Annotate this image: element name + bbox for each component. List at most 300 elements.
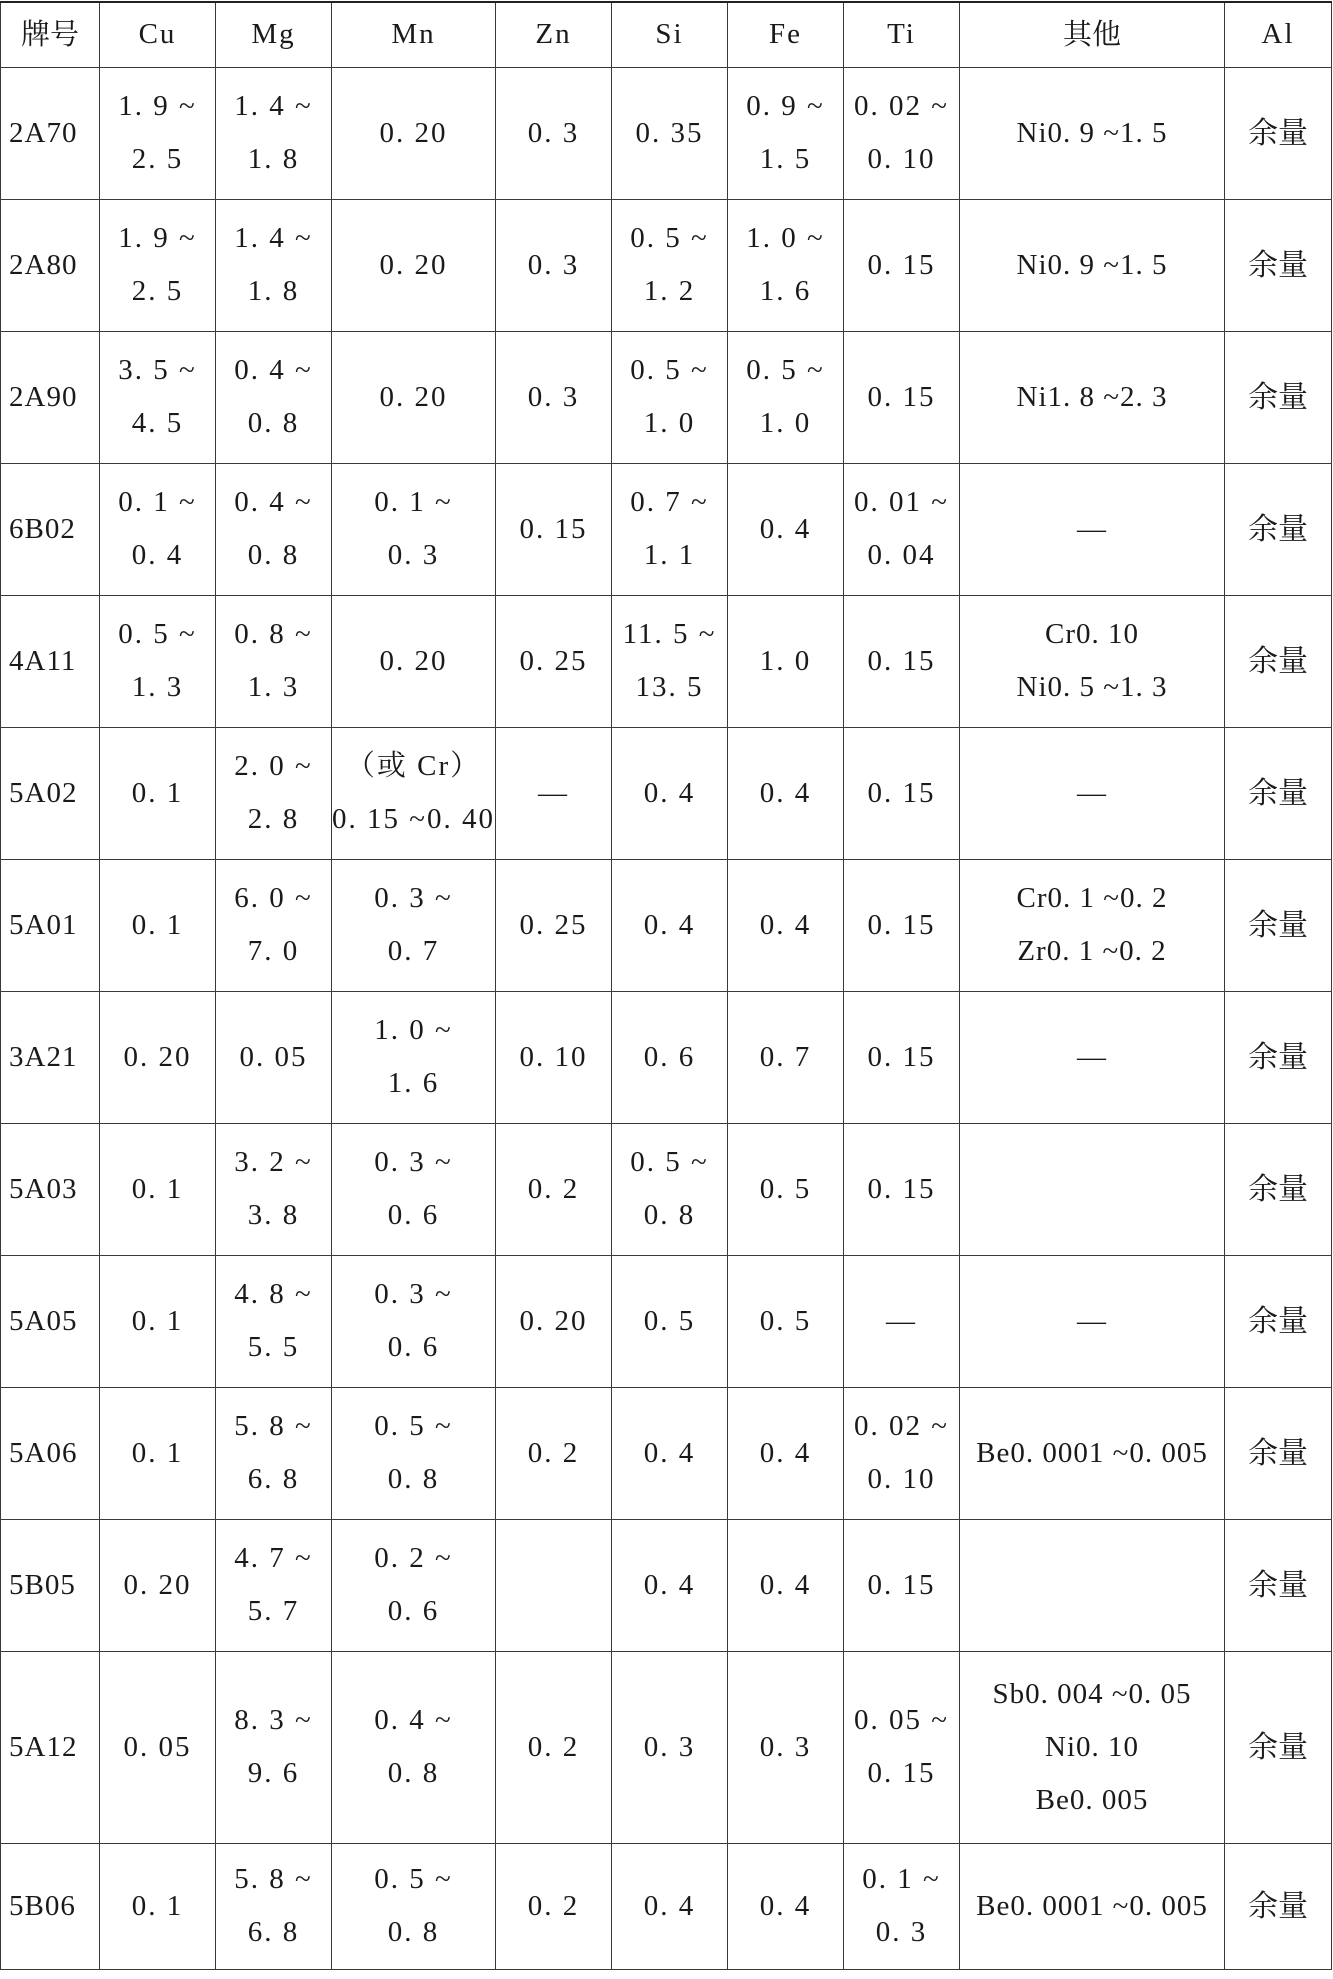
- cell-mg: [216, 1255, 332, 1387]
- cell-line: Ni1. 8 ~2. 3: [1016, 380, 1168, 413]
- cell-fe: [728, 1387, 844, 1519]
- cell-line: 0. 05: [123, 1730, 192, 1763]
- cell-line: 1. 9 ~: [118, 90, 197, 122]
- cell-fe: [728, 1519, 844, 1651]
- cell-fe: [728, 859, 844, 991]
- cell-line: 0. 8: [387, 1757, 440, 1789]
- cell-mn: [332, 1651, 496, 1843]
- table-row: [1, 1123, 1332, 1255]
- cell-line: Sb0. 004 ~0. 05: [992, 1677, 1192, 1710]
- cell-grade: 3A21: [1, 991, 100, 1123]
- cell-mn: [332, 331, 496, 463]
- cell-fe: [728, 67, 844, 199]
- cell-line: 0. 15: [519, 512, 588, 545]
- cell-line: 1. 0 ~: [746, 222, 825, 254]
- cell-line: 0. 20: [519, 1304, 588, 1337]
- cell-si: [612, 727, 728, 859]
- cell-line: Cr0. 10: [1045, 618, 1139, 650]
- cell-line: Be0. 005: [1035, 1783, 1149, 1816]
- cell-mn: [332, 1123, 496, 1255]
- cell-mn: [332, 67, 496, 199]
- cell-line: 0. 1 ~: [118, 486, 197, 518]
- cell-line: —: [1077, 1040, 1107, 1073]
- cell-grade: 2A70: [1, 67, 100, 199]
- cell-line: 0. 5: [643, 1304, 696, 1337]
- cell-line: 1. 8: [247, 143, 300, 175]
- cell-line: 0. 5 ~: [746, 354, 825, 386]
- cell-line: 0. 15 ~0. 40: [332, 803, 495, 835]
- cell-line: 1. 6: [759, 275, 812, 307]
- header-mn: Mn: [332, 2, 496, 67]
- cell-line: 0. 1: [131, 1304, 184, 1337]
- cell-ti: [844, 67, 960, 199]
- composition-table: [0, 1, 1332, 1970]
- cell-line: 0. 25: [519, 908, 588, 941]
- cell-mn: [332, 1519, 496, 1651]
- cell-ti: [844, 595, 960, 727]
- table-row: [1, 859, 1332, 991]
- cell-cu: [100, 991, 216, 1123]
- cell-line: 0. 2: [527, 1436, 580, 1469]
- cell-zn: [496, 1123, 612, 1255]
- table-row: [1, 67, 1332, 199]
- cell-grade: 5A02: [1, 727, 100, 859]
- cell-ti: [844, 1123, 960, 1255]
- cell-other: [960, 859, 1225, 991]
- cell-line: 2. 5: [131, 143, 184, 175]
- cell-line: 1. 0: [643, 407, 696, 439]
- cell-line: 0. 15: [867, 380, 936, 413]
- cell-line: Be0. 0001 ~0. 005: [976, 1889, 1208, 1922]
- cell-line: 0. 8: [643, 1199, 696, 1231]
- cell-si: [612, 859, 728, 991]
- cell-si: [612, 595, 728, 727]
- cell-line: 3. 5 ~: [118, 354, 197, 386]
- cell-grade: 6B02: [1, 463, 100, 595]
- cell-fe: [728, 595, 844, 727]
- cell-line: 9. 6: [247, 1757, 300, 1789]
- cell-line: 0. 5 ~: [630, 222, 709, 254]
- cell-line: 0. 15: [867, 1568, 936, 1601]
- cell-al: 余量: [1225, 1843, 1332, 1969]
- cell-line: 0. 6: [387, 1199, 440, 1231]
- cell-cu: [100, 331, 216, 463]
- table-row: [1, 595, 1332, 727]
- cell-other: [960, 595, 1225, 727]
- cell-line: Ni0. 9 ~1. 5: [1016, 248, 1168, 281]
- cell-mn: [332, 1387, 496, 1519]
- header-al: Al: [1225, 2, 1332, 67]
- cell-fe: [728, 991, 844, 1123]
- cell-line: 4. 5: [131, 407, 184, 439]
- cell-line: 0. 4: [643, 908, 696, 941]
- cell-line: 0. 25: [519, 644, 588, 677]
- cell-line: 1. 6: [387, 1067, 440, 1099]
- cell-line: 0. 4: [759, 776, 812, 809]
- cell-ti: [844, 1255, 960, 1387]
- table-row: [1, 1255, 1332, 1387]
- table-row: [1, 1651, 1332, 1843]
- cell-zn: [496, 67, 612, 199]
- cell-zn: [496, 331, 612, 463]
- cell-zn: [496, 1519, 612, 1651]
- cell-fe: [728, 199, 844, 331]
- cell-si: [612, 1387, 728, 1519]
- cell-line: 1. 4 ~: [234, 90, 313, 122]
- table-row: [1, 463, 1332, 595]
- cell-grade: 5B05: [1, 1519, 100, 1651]
- cell-line: 0. 4: [759, 512, 812, 545]
- cell-zn: [496, 859, 612, 991]
- cell-al: 余量: [1225, 727, 1332, 859]
- cell-line: 0. 10: [867, 143, 936, 175]
- cell-mg: [216, 463, 332, 595]
- cell-al: 余量: [1225, 199, 1332, 331]
- cell-line: 0. 4: [759, 1568, 812, 1601]
- cell-line: 0. 7: [387, 935, 440, 967]
- cell-mg: [216, 331, 332, 463]
- cell-zn: [496, 1843, 612, 1969]
- cell-line: 0. 35: [635, 116, 704, 149]
- cell-other: [960, 463, 1225, 595]
- cell-ti: [844, 1651, 960, 1843]
- cell-line: 0. 2: [527, 1889, 580, 1922]
- header-fe: Fe: [728, 2, 844, 67]
- cell-line: 0. 3 ~: [374, 1278, 453, 1310]
- cell-line: 0. 6: [643, 1040, 696, 1073]
- cell-si: [612, 1651, 728, 1843]
- cell-al: 余量: [1225, 1387, 1332, 1519]
- cell-zn: [496, 727, 612, 859]
- cell-si: [612, 1843, 728, 1969]
- cell-mg: [216, 67, 332, 199]
- cell-cu: [100, 199, 216, 331]
- cell-line: 0. 15: [867, 248, 936, 281]
- cell-zn: [496, 1651, 612, 1843]
- cell-zn: [496, 1255, 612, 1387]
- cell-line: 0. 5 ~: [630, 354, 709, 386]
- cell-grade: 2A90: [1, 331, 100, 463]
- cell-line: 0. 5 ~: [374, 1863, 453, 1895]
- cell-line: 0. 1: [131, 1889, 184, 1922]
- cell-line: 0. 7: [759, 1040, 812, 1073]
- cell-line: 0. 02 ~: [854, 90, 949, 122]
- cell-line: 0. 4 ~: [234, 354, 313, 386]
- cell-grade: 5A06: [1, 1387, 100, 1519]
- cell-line: 0. 8 ~: [234, 618, 313, 650]
- cell-line: 0. 8: [247, 407, 300, 439]
- cell-line: 0. 9 ~: [746, 90, 825, 122]
- cell-line: 1. 3: [247, 671, 300, 703]
- cell-line: —: [1077, 512, 1107, 545]
- cell-line: 0. 4: [759, 1889, 812, 1922]
- cell-other: [960, 1255, 1225, 1387]
- cell-fe: [728, 1651, 844, 1843]
- header-mg: Mg: [216, 2, 332, 67]
- cell-line: 0. 15: [867, 644, 936, 677]
- cell-line: 0. 3: [527, 116, 580, 149]
- cell-line: 0. 2 ~: [374, 1542, 453, 1574]
- cell-si: [612, 463, 728, 595]
- cell-cu: [100, 1123, 216, 1255]
- cell-line: 4. 8 ~: [234, 1278, 313, 1310]
- cell-line: —: [1077, 776, 1107, 809]
- cell-ti: [844, 1387, 960, 1519]
- cell-mg: [216, 1651, 332, 1843]
- cell-line: 0. 1: [131, 1436, 184, 1469]
- cell-line: 0. 02 ~: [854, 1410, 949, 1442]
- cell-line: 0. 05: [239, 1040, 308, 1073]
- cell-line: 0. 3: [643, 1730, 696, 1763]
- cell-cu: [100, 463, 216, 595]
- cell-line: 0. 5: [759, 1304, 812, 1337]
- cell-line: —: [1077, 1304, 1107, 1337]
- cell-line: 0. 8: [387, 1916, 440, 1948]
- cell-zn: [496, 199, 612, 331]
- cell-al: 余量: [1225, 1651, 1332, 1843]
- cell-mn: [332, 1843, 496, 1969]
- cell-zn: [496, 595, 612, 727]
- cell-line: 5. 8 ~: [234, 1410, 313, 1442]
- cell-line: 0. 05 ~: [854, 1704, 949, 1736]
- header-ti: Ti: [844, 2, 960, 67]
- cell-al: 余量: [1225, 1123, 1332, 1255]
- cell-line: 8. 3 ~: [234, 1704, 313, 1736]
- cell-mg: [216, 1123, 332, 1255]
- cell-line: 0. 4 ~: [374, 1704, 453, 1736]
- cell-ti: [844, 991, 960, 1123]
- cell-line: 0. 10: [519, 1040, 588, 1073]
- cell-line: —: [538, 776, 569, 809]
- cell-line: 0. 5: [759, 1172, 812, 1205]
- cell-zn: [496, 991, 612, 1123]
- cell-line: 5. 8 ~: [234, 1863, 313, 1895]
- cell-line: 0. 6: [387, 1595, 440, 1627]
- cell-line: Zr0. 1 ~0. 2: [1017, 935, 1167, 967]
- cell-line: 0. 5 ~: [118, 618, 197, 650]
- cell-line: 0. 4: [759, 908, 812, 941]
- cell-fe: [728, 331, 844, 463]
- cell-line: 0. 20: [379, 248, 448, 281]
- cell-grade: 2A80: [1, 199, 100, 331]
- cell-si: [612, 1519, 728, 1651]
- cell-line: 0. 4: [759, 1436, 812, 1469]
- cell-line: 0. 2: [527, 1730, 580, 1763]
- cell-line: 1. 2: [643, 275, 696, 307]
- cell-fe: [728, 1843, 844, 1969]
- cell-other: [960, 331, 1225, 463]
- cell-ti: [844, 199, 960, 331]
- cell-other: [960, 1651, 1225, 1843]
- cell-line: 0. 4: [131, 539, 184, 571]
- cell-line: 4. 7 ~: [234, 1542, 313, 1574]
- cell-al: 余量: [1225, 463, 1332, 595]
- cell-ti: [844, 331, 960, 463]
- cell-line: 7. 0: [247, 935, 300, 967]
- cell-line: 0. 1: [131, 1172, 184, 1205]
- cell-mn: [332, 991, 496, 1123]
- cell-line: 0. 6: [387, 1331, 440, 1363]
- cell-line: 0. 20: [379, 644, 448, 677]
- cell-cu: [100, 1651, 216, 1843]
- cell-grade: 4A11: [1, 595, 100, 727]
- cell-line: 5. 7: [247, 1595, 300, 1627]
- cell-line: 1. 8: [247, 275, 300, 307]
- header-cu: Cu: [100, 2, 216, 67]
- cell-line: 0. 5 ~: [630, 1146, 709, 1178]
- cell-line: 0. 1: [131, 776, 184, 809]
- cell-cu: [100, 67, 216, 199]
- cell-al: 余量: [1225, 331, 1332, 463]
- cell-line: 0. 3 ~: [374, 1146, 453, 1178]
- cell-mg: [216, 199, 332, 331]
- cell-line: 0. 3: [875, 1916, 928, 1948]
- cell-grade: 5A05: [1, 1255, 100, 1387]
- cell-line: 1. 5: [759, 143, 812, 175]
- header-zn: Zn: [496, 2, 612, 67]
- cell-line: 1. 0: [759, 407, 812, 439]
- cell-line: 1. 3: [131, 671, 184, 703]
- cell-grade: 5A03: [1, 1123, 100, 1255]
- cell-line: 0. 4 ~: [234, 486, 313, 518]
- cell-al: 余量: [1225, 1255, 1332, 1387]
- cell-line: 0. 15: [867, 908, 936, 941]
- cell-line: 0. 4: [643, 1568, 696, 1601]
- cell-line: 0. 8: [387, 1463, 440, 1495]
- cell-fe: [728, 1123, 844, 1255]
- cell-line: 0. 3: [387, 539, 440, 571]
- cell-line: 0. 20: [123, 1568, 192, 1601]
- cell-line: 0. 4: [643, 776, 696, 809]
- cell-line: 0. 3: [527, 380, 580, 413]
- cell-ti: [844, 463, 960, 595]
- header-si: Si: [612, 2, 728, 67]
- cell-line: —: [886, 1304, 917, 1337]
- cell-zn: [496, 463, 612, 595]
- cell-mg: [216, 1519, 332, 1651]
- cell-si: [612, 1255, 728, 1387]
- cell-line: 0. 15: [867, 1172, 936, 1205]
- table-row: [1, 727, 1332, 859]
- cell-si: [612, 331, 728, 463]
- cell-al: 余量: [1225, 67, 1332, 199]
- cell-mg: [216, 595, 332, 727]
- cell-al: 余量: [1225, 1519, 1332, 1651]
- cell-line: 0. 10: [867, 1463, 936, 1495]
- cell-line: 1. 0: [759, 644, 812, 677]
- cell-ti: [844, 1843, 960, 1969]
- cell-line: 0. 15: [867, 776, 936, 809]
- cell-line: 0. 3: [527, 248, 580, 281]
- cell-line: 0. 4: [643, 1889, 696, 1922]
- cell-line: 0. 20: [379, 116, 448, 149]
- cell-mg: [216, 859, 332, 991]
- cell-line: （或 Cr）: [345, 750, 482, 782]
- cell-other: [960, 1519, 1225, 1651]
- cell-line: 6. 0 ~: [234, 882, 313, 914]
- cell-other: [960, 991, 1225, 1123]
- cell-si: [612, 199, 728, 331]
- cell-ti: [844, 727, 960, 859]
- cell-ti: [844, 1519, 960, 1651]
- table-row: [1, 199, 1332, 331]
- cell-line: 1. 1: [643, 539, 696, 571]
- cell-line: Ni0. 10: [1045, 1730, 1139, 1763]
- cell-grade: 5B06: [1, 1843, 100, 1969]
- cell-mg: [216, 727, 332, 859]
- cell-grade: 5A01: [1, 859, 100, 991]
- cell-line: 0. 2: [527, 1172, 580, 1205]
- cell-line: Be0. 0001 ~0. 005: [976, 1436, 1208, 1469]
- cell-line: Cr0. 1 ~0. 2: [1016, 882, 1168, 914]
- cell-line: 0. 3: [759, 1730, 812, 1763]
- cell-line: 0. 04: [867, 539, 936, 571]
- cell-line: 0. 15: [867, 1757, 936, 1789]
- cell-mn: [332, 463, 496, 595]
- header-other: 其他: [960, 2, 1225, 67]
- cell-line: Ni0. 9 ~1. 5: [1016, 116, 1168, 149]
- table-body: [1, 67, 1332, 1969]
- cell-si: [612, 991, 728, 1123]
- cell-fe: [728, 727, 844, 859]
- cell-other: [960, 67, 1225, 199]
- cell-line: 1. 0 ~: [374, 1014, 453, 1046]
- cell-line: 0. 5 ~: [374, 1410, 453, 1442]
- cell-line: Ni0. 5 ~1. 3: [1016, 671, 1168, 703]
- cell-cu: [100, 1519, 216, 1651]
- cell-mn: [332, 1255, 496, 1387]
- cell-line: 3. 8: [247, 1199, 300, 1231]
- cell-other: [960, 1843, 1225, 1969]
- cell-al: 余量: [1225, 991, 1332, 1123]
- cell-line: 1. 4 ~: [234, 222, 313, 254]
- cell-zn: [496, 1387, 612, 1519]
- cell-si: [612, 1123, 728, 1255]
- cell-line: 0. 20: [123, 1040, 192, 1073]
- cell-cu: [100, 1387, 216, 1519]
- cell-line: 1. 9 ~: [118, 222, 197, 254]
- cell-line: 6. 8: [247, 1463, 300, 1495]
- cell-cu: [100, 1255, 216, 1387]
- cell-mg: [216, 991, 332, 1123]
- table-row: [1, 991, 1332, 1123]
- table-row: [1, 1519, 1332, 1651]
- cell-other: [960, 727, 1225, 859]
- cell-mn: [332, 727, 496, 859]
- cell-ti: [844, 859, 960, 991]
- cell-line: 6. 8: [247, 1916, 300, 1948]
- cell-line: 2. 0 ~: [234, 750, 313, 782]
- cell-si: [612, 67, 728, 199]
- table-row: [1, 331, 1332, 463]
- cell-mn: [332, 199, 496, 331]
- cell-line: 0. 01 ~: [854, 486, 949, 518]
- cell-fe: [728, 1255, 844, 1387]
- table-row: [1, 1387, 1332, 1519]
- cell-line: 5. 5: [247, 1331, 300, 1363]
- cell-mn: [332, 859, 496, 991]
- cell-line: 11. 5 ~: [622, 618, 717, 650]
- cell-mg: [216, 1387, 332, 1519]
- cell-al: 余量: [1225, 595, 1332, 727]
- cell-line: 0. 4: [643, 1436, 696, 1469]
- cell-al: 余量: [1225, 859, 1332, 991]
- cell-cu: [100, 859, 216, 991]
- cell-other: [960, 199, 1225, 331]
- cell-line: 2. 8: [247, 803, 300, 835]
- cell-cu: [100, 727, 216, 859]
- header-grade: 牌号: [1, 2, 100, 67]
